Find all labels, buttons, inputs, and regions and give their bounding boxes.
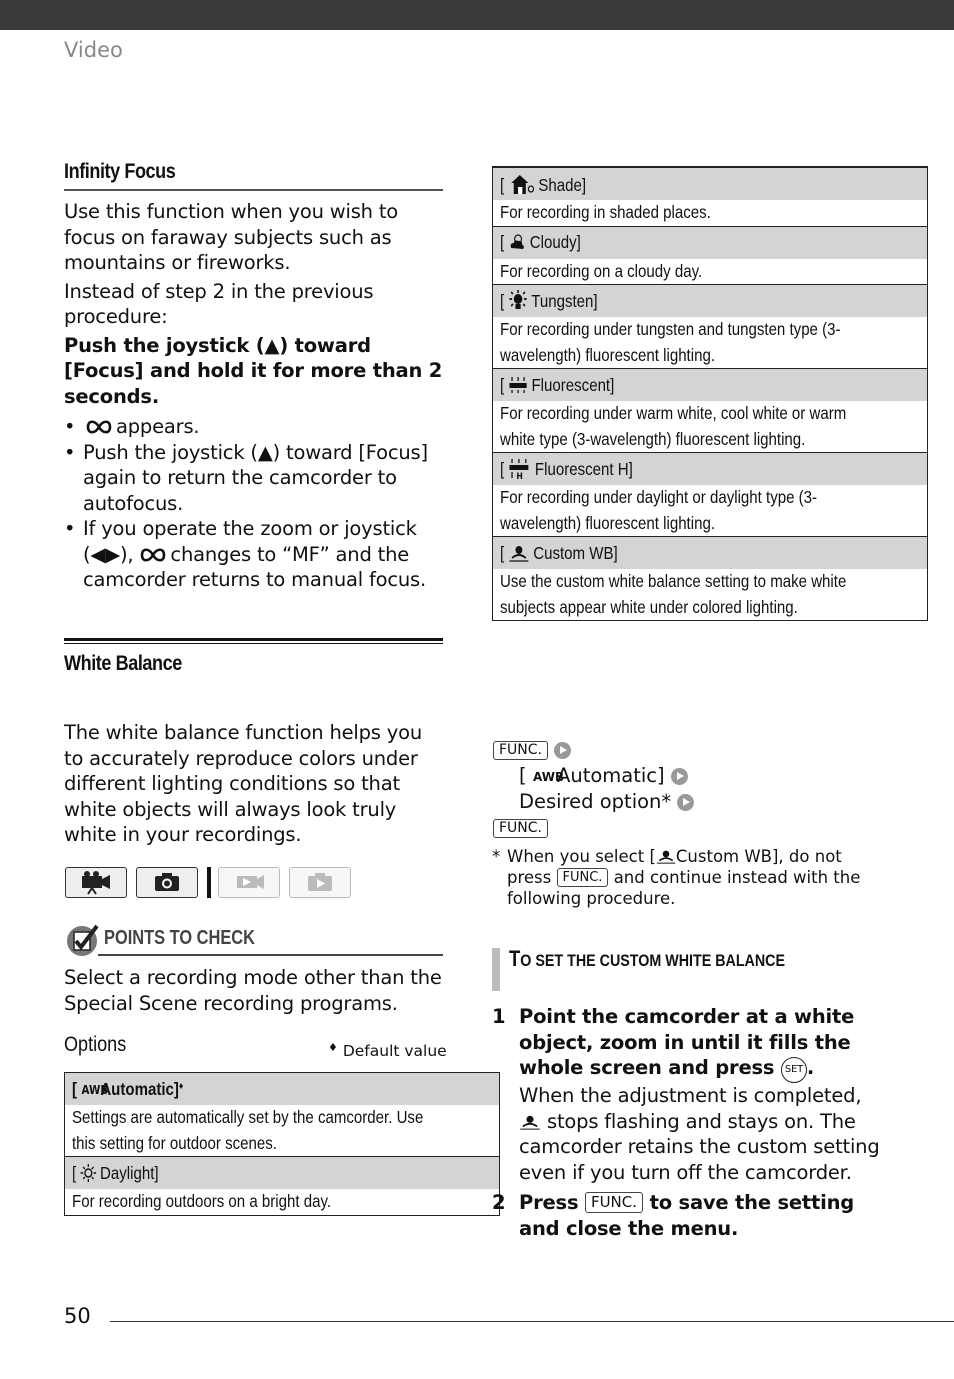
option-header-custom-wb: [ Custom WB] [493, 537, 928, 570]
shade-icon [508, 173, 534, 195]
cloudy-icon [508, 233, 525, 251]
b3c-text: changes to “MF” and the camcorder returns to manual focus. [83, 542, 427, 591]
arrow-icon [554, 742, 571, 759]
option-desc-fluorescent [493, 401, 928, 453]
up-triangle-icon: ▲ [264, 333, 280, 357]
step2-a: Press [519, 1191, 579, 1214]
option-label: Daylight] [100, 1162, 159, 1183]
step1-bold: Point the camcorder at a white object, zoom in until it fills the whole screen and press [519, 1005, 855, 1079]
infinity-icon [139, 547, 167, 563]
infinity-icon [85, 419, 113, 435]
option-desc-fluorescent-h [493, 485, 928, 537]
menu-automatic: Automatic] [557, 764, 665, 787]
title-big: T [509, 946, 521, 971]
movie-playback-mode-icon [218, 867, 280, 898]
menu-row-1 [493, 737, 873, 763]
menu-row-3 [493, 789, 873, 815]
b1-text: appears. [116, 415, 200, 438]
awb-icon [81, 1081, 108, 1097]
step1-instruction: Point the camcorder at a white object, zoom in until it fills the whole screen and press SET . [519, 1004, 882, 1083]
points-rule [98, 954, 443, 956]
default-value-note [328, 1041, 447, 1060]
list-item [64, 516, 443, 593]
note-c: and continue instead with the following procedure. [507, 868, 861, 908]
diamond-icon: ♦ [328, 1041, 338, 1054]
page-number: 50 [64, 1304, 91, 1328]
step1-text-b: stops flashing and stays on. The camcorder retains the custom setting even if you turn off the camcorder. [519, 1109, 880, 1184]
option-desc-tungsten [493, 317, 928, 369]
tungsten-icon [508, 290, 527, 310]
fluorescent-icon [508, 376, 527, 394]
option-desc-cloudy [493, 259, 928, 285]
option-header-shade: [ Shade] [493, 167, 928, 200]
option-desc-daylight [65, 1189, 500, 1215]
option-label: Cloudy] [529, 232, 581, 252]
step-1 [492, 1004, 882, 1185]
set-button-icon: SET [781, 1057, 807, 1083]
step2-instruction [519, 1190, 882, 1241]
option-header-tungsten: [ Tungsten] [493, 285, 928, 318]
custom-wb-steps [492, 1004, 882, 1241]
step1-result [519, 1083, 882, 1185]
options-label: Options [64, 1033, 127, 1056]
infinity-p1: Use this function when you wish to focus on faraway subjects such as mountains or fireworks. [64, 200, 399, 274]
wb-intro: The white balance function helps you to accurately reproduce colors under different lighting conditions so that white objects will always look truly white in your recordings. [64, 721, 422, 846]
svg-text:AWB: AWB [81, 1082, 108, 1097]
func-button[interactable]: FUNC. [557, 868, 609, 887]
custom-wb-title [509, 946, 785, 972]
option-desc: For recording outdoors on a bright day. [72, 1191, 332, 1211]
left-column [64, 160, 443, 593]
func-button[interactable]: FUNC. [493, 819, 548, 838]
option-label: Tungsten] [531, 291, 598, 311]
fluorescent-h-icon [508, 459, 530, 479]
b2b-text: ) toward [Focus] again to return the camcorder to autofocus. [83, 440, 428, 515]
option-desc: Settings are automatically set by the camcorder. Use this setting for outdoor scenes. [72, 1107, 424, 1153]
list-item [64, 440, 443, 517]
infinity-bullets [64, 414, 443, 593]
option-label: Automatic] [100, 1078, 179, 1099]
b3b-text: ), [120, 542, 140, 566]
func-button[interactable]: FUNC. [493, 741, 548, 760]
footnote [492, 846, 872, 909]
top-bar [0, 0, 954, 30]
options-table-left [64, 1072, 444, 1216]
arrow-icon [677, 794, 694, 811]
awb-icon [532, 768, 564, 784]
diamond-icon: ♦ [178, 1080, 184, 1092]
menu-desired: Desired option* [519, 790, 672, 813]
mode-divider [207, 867, 211, 898]
option-header-fluorescent: [ Fluorescent] [493, 369, 928, 402]
points-text: Select a recording mode other than the Special Scene recording programs. [64, 966, 442, 1015]
option-desc-automatic [65, 1105, 500, 1157]
daylight-icon [80, 1164, 95, 1182]
points-to-check-title: POINTS TO CHECK [104, 927, 255, 949]
option-desc: For recording under tungsten and tungsten type (3-wavelength) fluorescent lighting. [500, 319, 841, 365]
arrow-icon [671, 768, 688, 785]
option-desc: For recording on a cloudy day. [500, 260, 703, 281]
infinity-instruction [64, 333, 443, 410]
option-desc: For recording in shaded places. [500, 202, 711, 222]
option-label: Custom WB] [533, 542, 618, 563]
infinity-focus-title: Infinity Focus [64, 160, 176, 183]
section-label: Video [64, 38, 123, 62]
instr-a: Push the joystick ( [64, 333, 265, 357]
option-label: Fluorescent] [531, 374, 615, 395]
option-desc-shade [493, 200, 928, 226]
step-2 [492, 1190, 882, 1241]
option-label: Fluorescent H] [534, 458, 633, 479]
svg-text:H: H [516, 469, 523, 481]
b3a-text: If you operate the zoom or joystick ( [83, 517, 417, 566]
title-rest: O SET THE CUSTOM WHITE BALANCE [520, 951, 786, 970]
option-desc: Use the custom white balance setting to make white subjects appear white under colored lighting. [500, 571, 847, 617]
svg-text:AWB: AWB [532, 770, 564, 784]
list-item [64, 414, 443, 440]
option-desc: For recording under warm white, cool white or warm white type (3-wavelength) fluorescent lighting. [500, 403, 847, 449]
photo-mode-icon [136, 867, 198, 898]
left-right-triangle-icon: ◀▶ [90, 542, 121, 566]
white-balance-section [64, 638, 443, 848]
menu-row-2: [ AWB Automatic] [493, 763, 873, 789]
option-header-automatic: [ AWB Automatic]♦ [65, 1073, 500, 1106]
section-rule-thin [64, 643, 443, 644]
infinity-p2: Instead of step 2 in the previous procedure: [64, 279, 374, 328]
custom-wb-icon [519, 1114, 541, 1130]
footnote-text [492, 846, 872, 909]
options-table-right [492, 166, 872, 621]
note-b: Custom WB], do not press [507, 847, 842, 887]
menu-row-4 [493, 815, 873, 841]
footer-rule [110, 1321, 954, 1322]
custom-wb-icon [508, 544, 529, 562]
up-triangle-icon: ▲ [257, 440, 273, 464]
func-button[interactable]: FUNC. [585, 1192, 643, 1213]
default-value-text: Default value [342, 1042, 447, 1060]
option-desc: For recording under daylight or daylight type (3-wavelength) fluorescent lighting. [500, 487, 818, 533]
note-a: When you select [ [507, 847, 656, 866]
asterisk: * [492, 847, 501, 866]
menu-path [493, 737, 873, 841]
option-header-daylight: [ Daylight] [65, 1157, 500, 1190]
step-number: 2 [492, 1191, 506, 1214]
step2-b: to save the setting and close the menu. [519, 1191, 855, 1240]
b2a-text: Push the joystick ( [83, 440, 258, 464]
photo-playback-mode-icon [289, 867, 351, 898]
custom-wb-icon [656, 849, 676, 864]
option-label: Shade] [538, 174, 587, 195]
title-rule [64, 189, 443, 191]
instr-b: ) toward [Focus] and hold it for more than 2 seconds. [64, 333, 443, 408]
step1-text-a: When the adjustment is completed, [519, 1084, 862, 1107]
option-header-fluorescent-h: [ H Fluorescent H] [493, 453, 928, 486]
option-header-cloudy: [ Cloudy] [493, 226, 928, 259]
checkmark-icon [64, 922, 102, 958]
step-number: 1 [492, 1005, 506, 1028]
white-balance-title: White Balance [64, 652, 182, 675]
subsection-bar [492, 948, 500, 991]
movie-mode-icon [65, 867, 127, 898]
option-desc-custom-wb [493, 569, 928, 621]
section-rule-thick [64, 638, 443, 641]
